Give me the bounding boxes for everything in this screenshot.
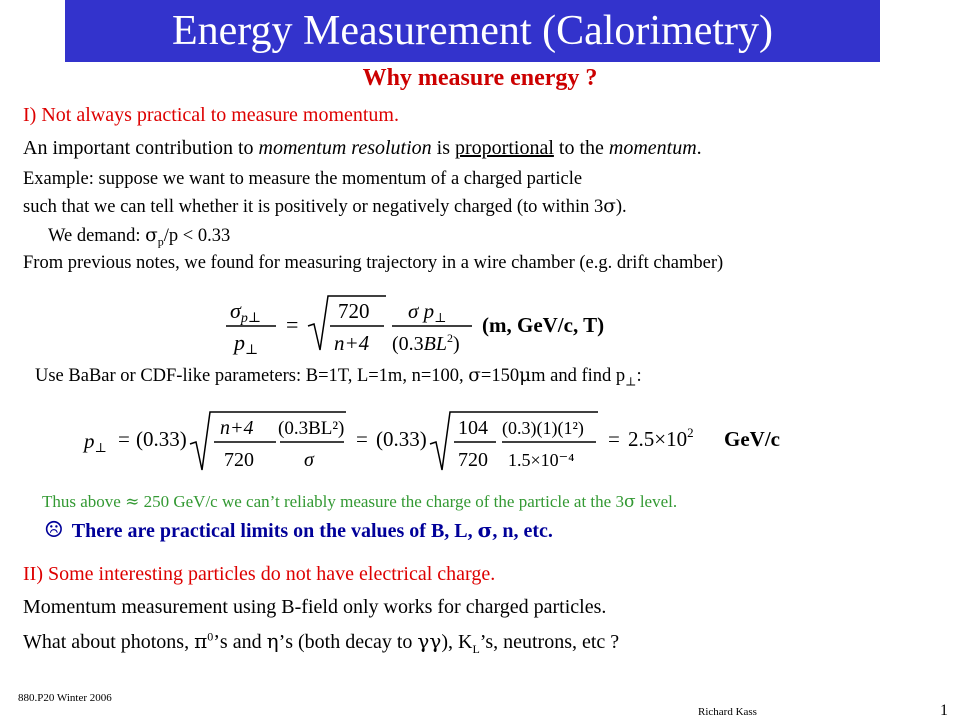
text-segment: is — [431, 137, 456, 159]
approx-symbol: ≈ — [125, 492, 140, 512]
eq1-denominator: n+4 — [334, 331, 370, 355]
eta-symbol: η — [266, 629, 279, 653]
eq2-720a: 720 — [224, 449, 254, 471]
text-segment: , n, etc. — [492, 520, 553, 542]
text-segment: such that we can tell whether it is positively or negatively charged (to within 3 — [23, 197, 604, 217]
eq1-units: (m, GeV/c, T) — [482, 313, 605, 337]
parameters-line — [35, 365, 642, 389]
eq1-equals: = — [286, 312, 299, 337]
eq2-coef2: (0.33) — [376, 427, 427, 451]
example-line2 — [23, 196, 627, 218]
section2-line2 — [23, 629, 619, 657]
footer-author: Richard Kass — [698, 706, 757, 718]
eq2-result: $2.5\times 10^2$ — [628, 425, 694, 451]
eq1-numerator2: σ p⊥ — [408, 299, 447, 325]
text-segment: /p < 0.33 — [163, 226, 231, 246]
text-segment-italic: momentum — [608, 137, 697, 159]
eq2-p: p⊥ — [84, 429, 107, 455]
text-segment: . — [696, 137, 702, 159]
sigma-symbol: σ — [468, 365, 481, 386]
footer-course: 880.P20 Winter 2006 — [18, 692, 112, 704]
eq2-eq2: = — [356, 427, 368, 451]
previous-notes-line: From previous notes, we found for measuring trajectory in a wire chamber (e.g. drift chamber) — [23, 253, 724, 273]
frown-icon: ☹ — [44, 518, 64, 543]
text-segment: ’s (both decay to — [278, 631, 418, 653]
gamma-gamma-symbol: γγ — [417, 629, 442, 653]
sigma-symbol: σ — [603, 196, 616, 217]
text-segment: ). — [615, 197, 627, 217]
eq2-unit: GeV/c — [724, 427, 780, 451]
text-segment: Use BaBar or CDF-like parameters: B=1T, L=1m, n=100, — [35, 366, 469, 386]
subscript: L — [472, 642, 480, 656]
eq2-sigma: σ — [304, 449, 314, 471]
demand-line — [48, 225, 230, 250]
eq2-eq1: = — [118, 427, 130, 451]
eq1-sigma-p: σp⊥ — [230, 298, 262, 326]
eq2-n4: n+4 — [220, 417, 254, 439]
text-segment: Thus above — [42, 492, 126, 511]
text-segment: m and find p — [531, 366, 626, 386]
sigma-symbol: σ — [477, 518, 493, 542]
text-segment: to the — [553, 137, 609, 159]
eq2-denominator: 1.5×10⁻⁴ — [508, 450, 575, 470]
perp-subscript: ⊥ — [625, 374, 637, 389]
conclusion-green — [42, 492, 677, 512]
text-segment: 250 GeV/c we can’t reliably measure the charge of the particle at the 3 — [139, 492, 624, 511]
text-segment: =150 — [480, 366, 520, 386]
text-segment-underline: proportional — [455, 137, 554, 159]
text-segment: We demand: — [48, 226, 146, 246]
slide-title: Energy Measurement (Calorimetry) — [171, 8, 774, 54]
eq2-104: 104 — [458, 417, 488, 439]
equation-calculation — [78, 408, 818, 478]
section1-heading: I) Not always practical to measure momentum. — [23, 104, 399, 126]
text-segment-italic: momentum resolution — [258, 137, 432, 159]
text-segment: ’s and — [213, 631, 267, 653]
sigma-symbol: σ — [145, 225, 158, 246]
eq2-eq3: = — [608, 427, 620, 451]
page-number: 1 — [940, 702, 948, 719]
text-segment: : — [636, 366, 642, 386]
text-segment: ’s, neutrons, etc ? — [479, 631, 620, 653]
subscript: p — [157, 234, 164, 249]
sigma-symbol: σ — [623, 492, 636, 512]
eq1-720: 720 — [338, 299, 370, 323]
eq2-coef1: (0.33) — [136, 427, 187, 451]
eq1-p: p⊥ — [234, 330, 259, 358]
eq1-denominator2: $(0.3BL^2)$ — [392, 331, 460, 355]
section2-line1: Momentum measurement using B-field only works for charged particles. — [23, 596, 607, 618]
pi-symbol: π — [194, 629, 208, 653]
section2-heading: II) Some interesting particles do not have electrical charge. — [23, 563, 496, 585]
text-segment: level. — [635, 492, 678, 511]
mu-symbol: μ — [519, 365, 532, 386]
superscript: 0 — [207, 629, 214, 644]
slide-subtitle: Why measure energy ? — [362, 65, 598, 91]
text-segment: There are practical limits on the values of B, L, — [71, 520, 478, 542]
example-line1: Example: suppose we want to measure the momentum of a charged particle — [23, 169, 583, 189]
equation-resolution — [220, 288, 640, 358]
text-segment: An important contribution to — [23, 137, 259, 159]
text-segment: What about photons, — [23, 631, 195, 653]
eq2-720b: 720 — [458, 449, 488, 471]
section1-line1 — [23, 137, 702, 160]
eq2-bl2: (0.3BL²) — [278, 418, 345, 439]
conclusion-blue — [44, 518, 553, 543]
text-segment: ), K — [441, 631, 473, 653]
title-bar — [65, 0, 880, 62]
eq2-factors: (0.3)(1)(1²) — [502, 418, 584, 438]
